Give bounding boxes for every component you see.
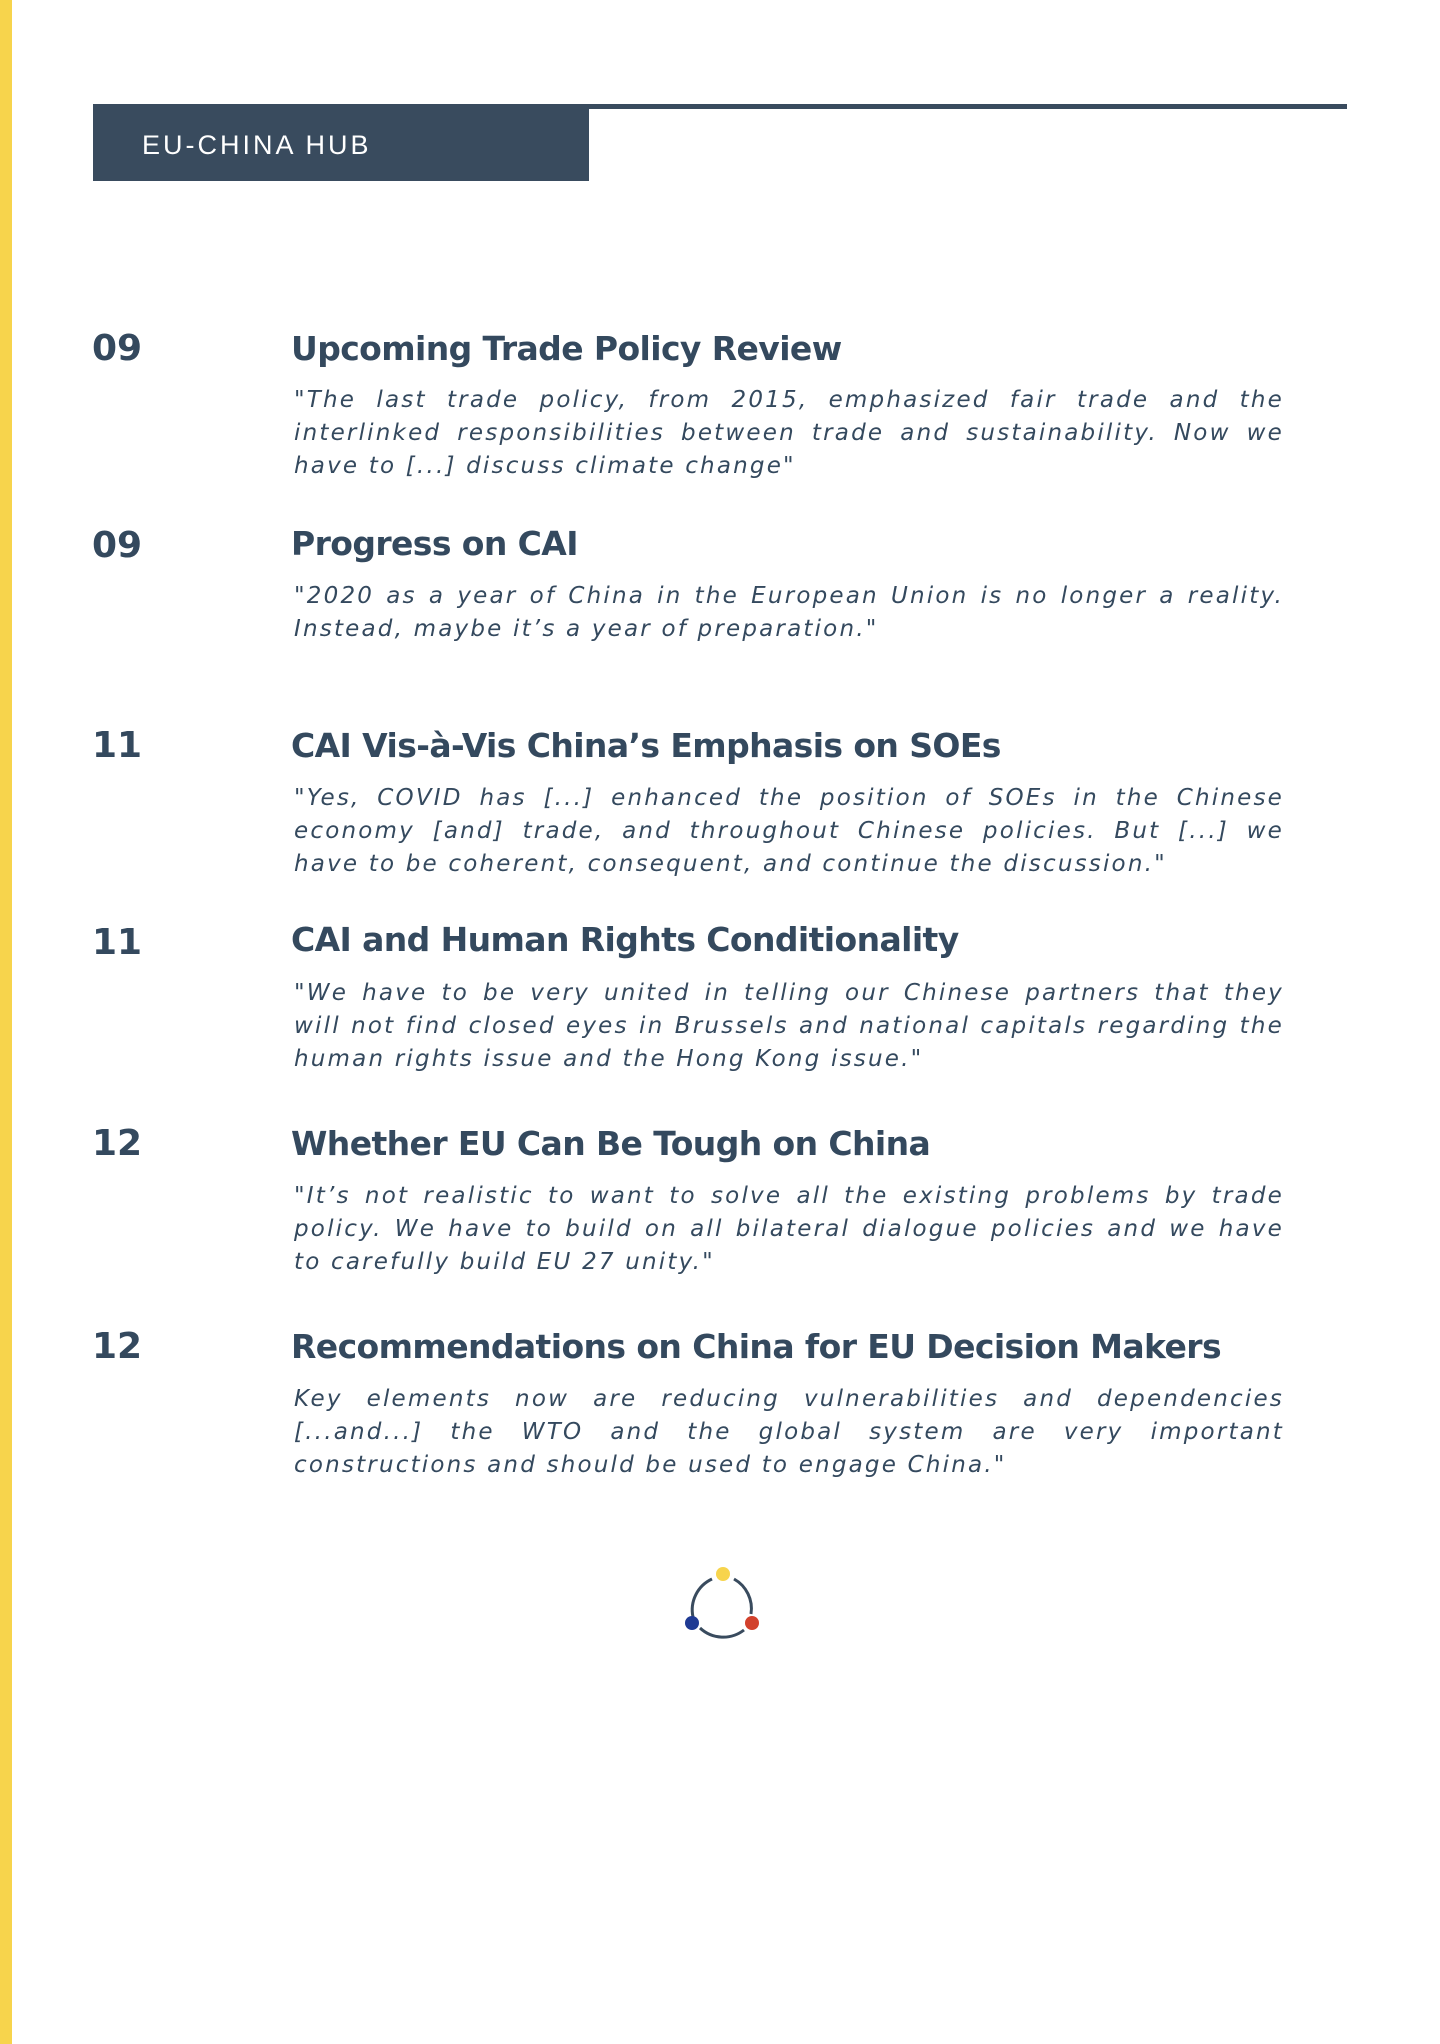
toc-quote: Key elements now are reducing vulnerabilities and dependencies [...and...] the WTO and the global system are very important constructions and should be used to engage China." (294, 1386, 1284, 1478)
toc-title[interactable]: CAI Vis-à-Vis China’s Emphasis on SOEs (291, 726, 1001, 765)
toc-title[interactable]: Progress on CAI (291, 524, 578, 563)
toc-quote: "The last trade policy, from 2015, emphasized fair trade and the interlinked responsibilities between trade and sustainability. Now we have to [...] discuss climate change" (294, 387, 1284, 479)
toc-quote: "We have to be very united in telling our Chinese partners that they will not find closed eyes in Brussels and national capitals regarding the human rights issue and the Hong Kong issue." (294, 980, 1284, 1072)
hub-logo-graphic (678, 1562, 768, 1652)
toc-page-number: 09 (92, 328, 143, 369)
toc-title[interactable]: Recommendations on China for EU Decision Makers (291, 1327, 1222, 1366)
toc-page-number: 11 (92, 725, 143, 766)
toc-page-number: 12 (92, 1326, 143, 1367)
toc-quote: "It’s not realistic to want to solve all the existing problems by trade policy. We have to build on all bilateral dialogue policies and we have to carefully build EU 27 unity." (294, 1183, 1284, 1275)
toc-page-number: 12 (92, 1123, 143, 1164)
logo-arc-bottom (700, 1628, 744, 1637)
toc-title[interactable]: Whether EU Can Be Tough on China (291, 1124, 931, 1163)
toc-quote: "2020 as a year of China in the European Union is no longer a reality. Instead, maybe it’s a year of preparation." (294, 583, 1284, 642)
logo-arc-left (692, 1579, 712, 1617)
logo-dot-blue (685, 1616, 699, 1630)
toc-page-number: 09 (92, 525, 143, 566)
header-label: EU-CHINA HUB (142, 129, 372, 160)
hub-logo-icon (678, 1562, 768, 1652)
toc-title[interactable]: Upcoming Trade Policy Review (291, 329, 842, 368)
header-banner (93, 109, 589, 181)
logo-dot-yellow (716, 1567, 730, 1581)
logo-dot-red (745, 1616, 759, 1630)
toc-title[interactable]: CAI and Human Rights Conditionality (291, 920, 959, 959)
logo-arc-right (734, 1579, 751, 1614)
left-accent-stripe (0, 0, 12, 2044)
toc-quote: "Yes, COVID has [...] enhanced the position of SOEs in the Chinese economy [and] trade, and throughout Chinese policies. But [...] we have to be coherent, consequent, and continue the discussion." (294, 785, 1284, 877)
toc-page-number: 11 (92, 922, 143, 963)
